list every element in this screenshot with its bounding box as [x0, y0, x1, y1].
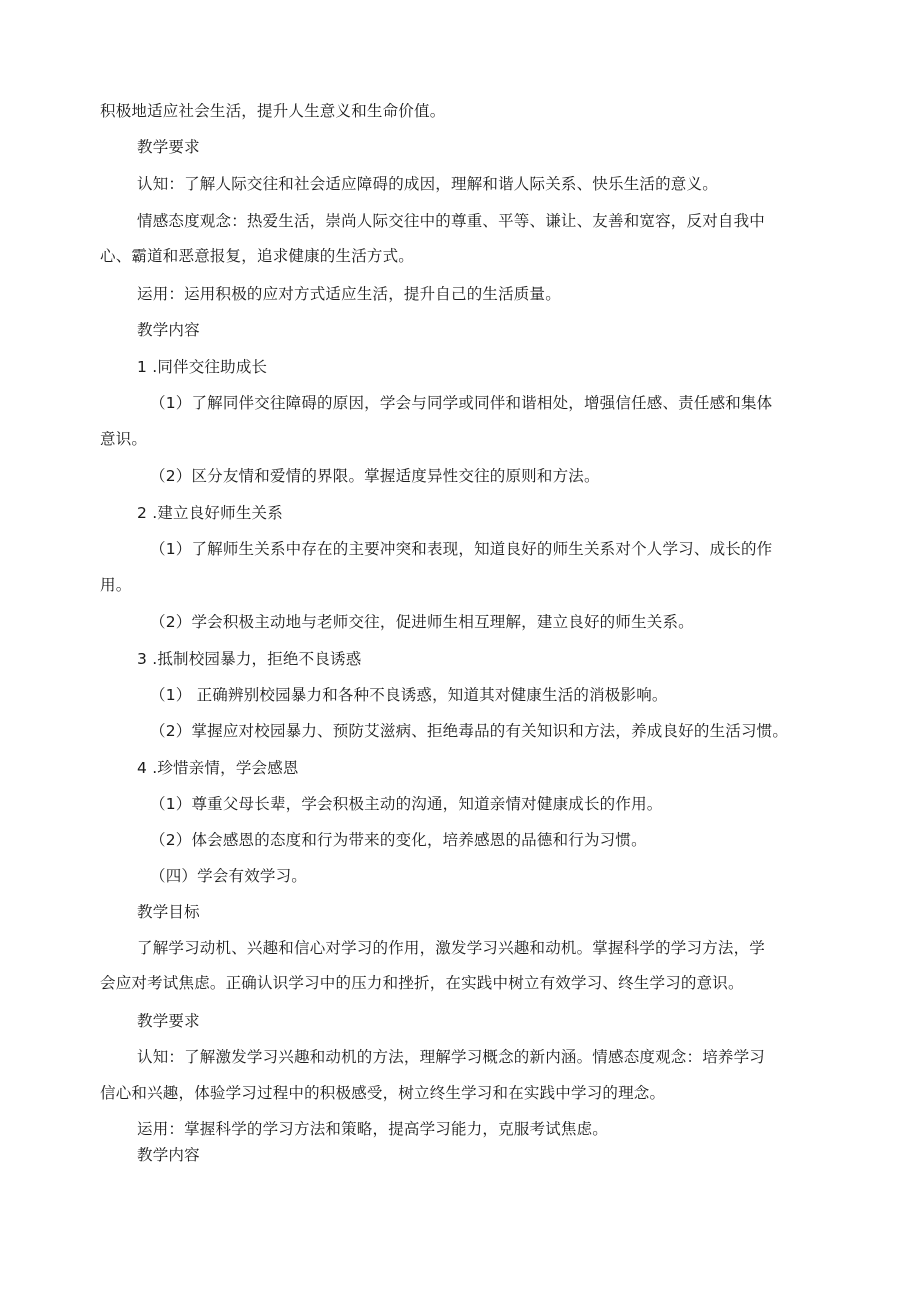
paragraph-line: 心、霸道和恶意报复，追求健康的生活方式。: [100, 247, 415, 265]
paragraph-line: 会应对考试焦虑。正确认识学习中的压力和挫折，在实践中树立有效学习、终生学习的意识。: [100, 974, 744, 992]
list-item: （2）区分友情和爱情的界限。掌握适度异性交往的原则和方法。: [150, 467, 600, 485]
paragraph-line: 信心和兴趣，体验学习过程中的积极感受，树立终生学习和在实践中学习的理念。: [100, 1084, 666, 1102]
paragraph-line: 意识。: [100, 430, 148, 448]
paragraph-line: 积极地适应社会生活，提升人生意义和生命价值。: [100, 102, 446, 120]
section-heading: 教学目标: [137, 903, 200, 921]
numbered-heading: 1 .同伴交往助成长: [137, 358, 268, 376]
section-heading: 教学要求: [137, 138, 200, 156]
paragraph-line: 运用：掌握科学的学习方法和策略，提高学习能力，克服考试焦虑。: [137, 1120, 609, 1138]
list-item: （1）了解师生关系中存在的主要冲突和表现，知道良好的师生关系对个人学习、成长的作: [150, 540, 773, 558]
list-item: （2）掌握应对校园暴力、预防艾滋病、拒绝毒品的有关知识和方法，养成良好的生活习惯。: [150, 722, 789, 740]
list-item: （1） 正确辨别校园暴力和各种不良诱惑，知道其对健康生活的消极影响。: [150, 686, 668, 704]
paragraph-line: 运用：运用积极的应对方式适应生活，提升自己的生活质量。: [137, 285, 561, 303]
paragraph-line: 情感态度观念：热爱生活，崇尚人际交往中的尊重、平等、谦让、友善和宽容，反对自我中: [137, 212, 766, 230]
section-heading: 教学要求: [137, 1012, 200, 1030]
section-heading: 教学内容: [137, 1146, 200, 1164]
section-heading: （四）学会有效学习。: [150, 867, 308, 885]
list-item: （2）学会积极主动地与老师交往，促进师生相互理解，建立良好的师生关系。: [150, 613, 694, 631]
numbered-heading: 3 .抵制校园暴力，拒绝不良诱惑: [137, 650, 362, 668]
list-item: （2）体会感恩的态度和行为带来的变化，培养感恩的品德和行为习惯。: [150, 831, 647, 849]
list-item: （1）尊重父母长辈，学会积极主动的沟通，知道亲情对健康成长的作用。: [150, 795, 663, 813]
numbered-heading: 2 .建立良好师生关系: [137, 504, 283, 522]
paragraph-line: 认知：了解人际交往和社会适应障碍的成因，理解和谐人际关系、快乐生活的意义。: [137, 175, 718, 193]
paragraph-line: 认知：了解激发学习兴趣和动机的方法，理解学习概念的新内涵。情感态度观念：培养学习: [137, 1048, 766, 1066]
paragraph-line: 用。: [100, 576, 132, 594]
list-item: （1）了解同伴交往障碍的原因，学会与同学或同伴和谐相处，增强信任感、责任感和集体: [150, 394, 773, 412]
numbered-heading: 4 .珍惜亲情，学会感恩: [137, 759, 299, 777]
paragraph-line: 了解学习动机、兴趣和信心对学习的作用，激发学习兴趣和动机。掌握科学的学习方法，学: [137, 939, 766, 957]
section-heading: 教学内容: [137, 321, 200, 339]
